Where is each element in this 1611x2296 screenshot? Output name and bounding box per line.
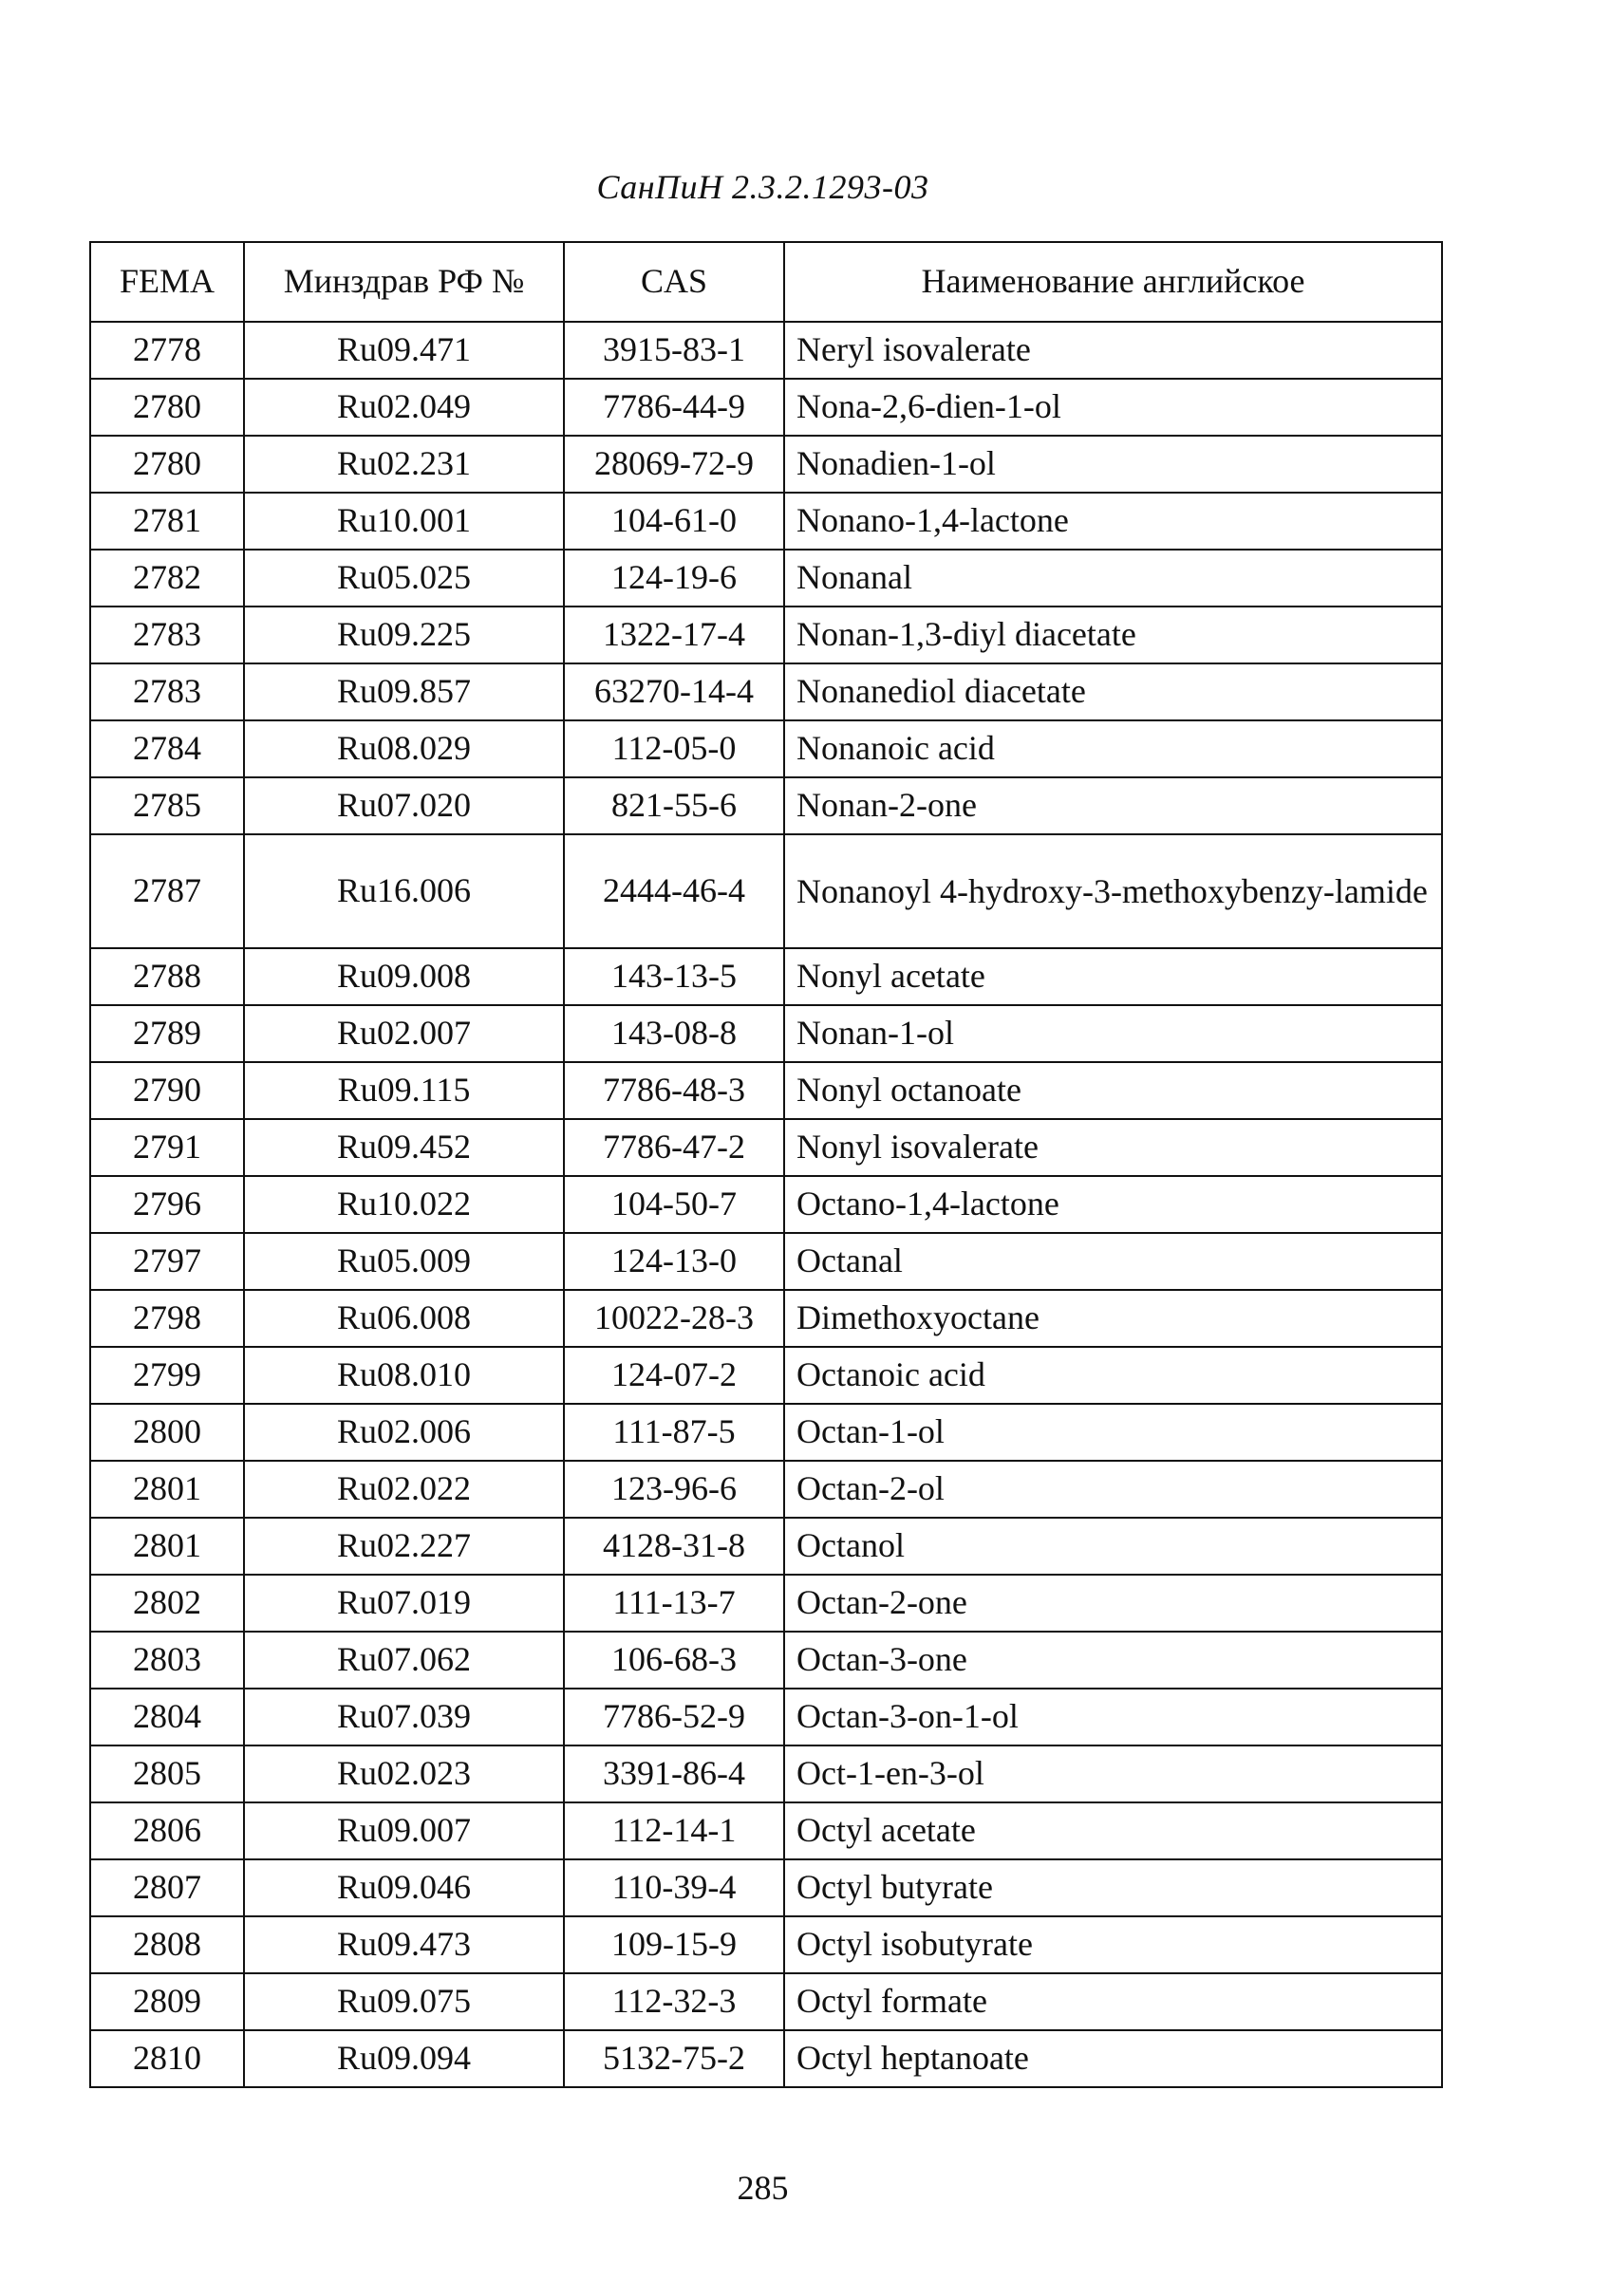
table-row [90,1916,1442,1973]
cell-cas-number: 4128-31-8 [564,1518,784,1575]
cell-fema: 2801 [90,1518,244,1575]
cell-name-english: Nonanoic acid [784,720,1442,777]
cell-minzdrav-number: Ru16.006 [244,834,564,948]
document-header: СанПиН 2.3.2.1293-03 [596,168,929,206]
cell-cas-number: 63270-14-4 [564,663,784,720]
cell-fema: 2778 [90,322,244,379]
cell-fema: 2800 [90,1404,244,1461]
cell-cas-number: 5132-75-2 [564,2030,784,2087]
cell-cas-number: 124-19-6 [564,550,784,607]
cell-minzdrav-number: Ru02.049 [244,379,564,436]
table-row [90,607,1442,663]
cell-cas-number: 106-68-3 [564,1632,784,1689]
cell-name-english: Nonanediol diacetate [784,663,1442,720]
cell-fema: 2787 [90,834,244,948]
table-row [90,777,1442,834]
cell-minzdrav-number: Ru09.452 [244,1119,564,1176]
cell-minzdrav-number: Ru02.231 [244,436,564,493]
table-row [90,322,1442,379]
cell-fema: 2803 [90,1632,244,1689]
cell-fema: 2809 [90,1973,244,2030]
cell-minzdrav-number: Ru02.227 [244,1518,564,1575]
cell-name-english: Octyl heptanoate [784,2030,1442,2087]
cell-cas-number: 104-61-0 [564,493,784,550]
cell-cas-number: 7786-48-3 [564,1062,784,1119]
cell-minzdrav-number: Ru09.473 [244,1916,564,1973]
column-header-fema: FEMA [90,242,244,322]
cell-cas-number: 143-08-8 [564,1005,784,1062]
cell-name-english: Octano-1,4-lactone [784,1176,1442,1233]
cell-fema: 2782 [90,550,244,607]
cell-minzdrav-number: Ru09.857 [244,663,564,720]
cell-minzdrav-number: Ru02.022 [244,1461,564,1518]
cell-minzdrav-number: Ru09.094 [244,2030,564,2087]
cell-name-english: Nonanal [784,550,1442,607]
cell-minzdrav-number: Ru09.007 [244,1802,564,1859]
cell-fema: 2807 [90,1859,244,1916]
table-row [90,379,1442,436]
cell-fema: 2797 [90,1233,244,1290]
cell-fema: 2789 [90,1005,244,1062]
table-row [90,1290,1442,1347]
cell-fema: 2788 [90,948,244,1005]
table-row [90,1347,1442,1404]
cell-minzdrav-number: Ru07.020 [244,777,564,834]
cell-name-english: Octanol [784,1518,1442,1575]
table-row [90,1859,1442,1916]
table-body [90,322,1442,2087]
table-row [90,550,1442,607]
table-row [90,1973,1442,2030]
cell-name-english: Nonan-1-ol [784,1005,1442,1062]
cell-fema: 2796 [90,1176,244,1233]
cell-fema: 2804 [90,1689,244,1745]
cell-name-english: Octyl butyrate [784,1859,1442,1916]
cell-fema: 2785 [90,777,244,834]
cell-fema: 2806 [90,1802,244,1859]
cell-minzdrav-number: Ru07.039 [244,1689,564,1745]
cell-name-english: Dimethoxyoctane [784,1290,1442,1347]
table-row [90,2030,1442,2087]
table-row [90,1689,1442,1745]
cell-fema: 2791 [90,1119,244,1176]
cell-fema: 2810 [90,2030,244,2087]
cell-name-english: Octanal [784,1233,1442,1290]
table-row [90,1802,1442,1859]
table-row [90,1005,1442,1062]
column-header-name-english: Наименование английское [784,242,1442,322]
cell-fema: 2799 [90,1347,244,1404]
cell-minzdrav-number: Ru05.025 [244,550,564,607]
cell-fema: 2783 [90,663,244,720]
cell-minzdrav-number: Ru08.029 [244,720,564,777]
cell-minzdrav-number: Ru09.008 [244,948,564,1005]
cell-fema: 2808 [90,1916,244,1973]
cell-name-english: Nonan-2-one [784,777,1442,834]
cell-cas-number: 7786-52-9 [564,1689,784,1745]
table-row [90,948,1442,1005]
cell-fema: 2780 [90,379,244,436]
table-row [90,1518,1442,1575]
cell-minzdrav-number: Ru02.006 [244,1404,564,1461]
cell-name-english: Nonyl octanoate [784,1062,1442,1119]
cell-minzdrav-number: Ru02.023 [244,1745,564,1802]
cell-fema: 2801 [90,1461,244,1518]
column-header-minzdrav: Минздрав РФ № [244,242,564,322]
table-row [90,1062,1442,1119]
cell-cas-number: 3391-86-4 [564,1745,784,1802]
table-row [90,493,1442,550]
cell-minzdrav-number: Ru10.022 [244,1176,564,1233]
cell-cas-number: 3915-83-1 [564,322,784,379]
cell-cas-number: 7786-47-2 [564,1119,784,1176]
cell-cas-number: 104-50-7 [564,1176,784,1233]
cell-minzdrav-number: Ru09.075 [244,1973,564,2030]
cell-minzdrav-number: Ru07.062 [244,1632,564,1689]
table-row [90,1461,1442,1518]
substances-table [89,241,1443,2088]
cell-cas-number: 821-55-6 [564,777,784,834]
cell-fema: 2780 [90,436,244,493]
table-row [90,1404,1442,1461]
cell-cas-number: 112-14-1 [564,1802,784,1859]
cell-fema: 2784 [90,720,244,777]
cell-fema: 2781 [90,493,244,550]
cell-minzdrav-number: Ru09.225 [244,607,564,663]
cell-minzdrav-number: Ru09.046 [244,1859,564,1916]
cell-name-english: Octyl acetate [784,1802,1442,1859]
table-row [90,1632,1442,1689]
table-row [90,1745,1442,1802]
cell-cas-number: 112-05-0 [564,720,784,777]
cell-fema: 2802 [90,1575,244,1632]
cell-name-english: Octanoic acid [784,1347,1442,1404]
cell-name-english: Octan-2-ol [784,1461,1442,1518]
cell-cas-number: 109-15-9 [564,1916,784,1973]
cell-minzdrav-number: Ru02.007 [244,1005,564,1062]
table-row [90,1176,1442,1233]
cell-cas-number: 1322-17-4 [564,607,784,663]
table-header-row [90,242,1442,322]
cell-name-english: Nonano-1,4-lactone [784,493,1442,550]
cell-cas-number: 111-13-7 [564,1575,784,1632]
cell-name-english: Octan-1-ol [784,1404,1442,1461]
page-number: 285 [737,2169,789,2207]
cell-minzdrav-number: Ru05.009 [244,1233,564,1290]
cell-name-english: Nonyl acetate [784,948,1442,1005]
cell-fema: 2798 [90,1290,244,1347]
cell-cas-number: 143-13-5 [564,948,784,1005]
cell-name-english: Octan-2-one [784,1575,1442,1632]
cell-fema: 2790 [90,1062,244,1119]
cell-name-english: Nonyl isovalerate [784,1119,1442,1176]
cell-cas-number: 112-32-3 [564,1973,784,2030]
cell-name-english: Oct-1-en-3-ol [784,1745,1442,1802]
cell-cas-number: 124-07-2 [564,1347,784,1404]
column-header-cas: CAS [564,242,784,322]
cell-cas-number: 2444-46-4 [564,834,784,948]
cell-minzdrav-number: Ru09.471 [244,322,564,379]
cell-cas-number: 7786-44-9 [564,379,784,436]
cell-name-english: Octyl isobutyrate [784,1916,1442,1973]
cell-minzdrav-number: Ru08.010 [244,1347,564,1404]
cell-cas-number: 10022-28-3 [564,1290,784,1347]
table-row [90,1575,1442,1632]
cell-minzdrav-number: Ru06.008 [244,1290,564,1347]
table-row [90,834,1442,948]
table-row [90,720,1442,777]
cell-minzdrav-number: Ru09.115 [244,1062,564,1119]
table-row [90,1233,1442,1290]
cell-cas-number: 110-39-4 [564,1859,784,1916]
table-row [90,663,1442,720]
cell-name-english: Nona-2,6-dien-1-ol [784,379,1442,436]
cell-cas-number: 123-96-6 [564,1461,784,1518]
table-row [90,436,1442,493]
cell-minzdrav-number: Ru07.019 [244,1575,564,1632]
cell-name-english: Nonadien-1-ol [784,436,1442,493]
cell-cas-number: 28069-72-9 [564,436,784,493]
cell-cas-number: 111-87-5 [564,1404,784,1461]
cell-fema: 2783 [90,607,244,663]
cell-name-english: Octan-3-on-1-ol [784,1689,1442,1745]
table-row [90,1119,1442,1176]
cell-cas-number: 124-13-0 [564,1233,784,1290]
cell-name-english: Neryl isovalerate [784,322,1442,379]
cell-name-english: Octyl formate [784,1973,1442,2030]
cell-name-english: Nonanoyl 4-hydroxy-3-methoxybenzy-lamide [784,834,1442,948]
cell-name-english: Nonan-1,3-diyl diacetate [784,607,1442,663]
cell-fema: 2805 [90,1745,244,1802]
cell-name-english: Octan-3-one [784,1632,1442,1689]
cell-minzdrav-number: Ru10.001 [244,493,564,550]
